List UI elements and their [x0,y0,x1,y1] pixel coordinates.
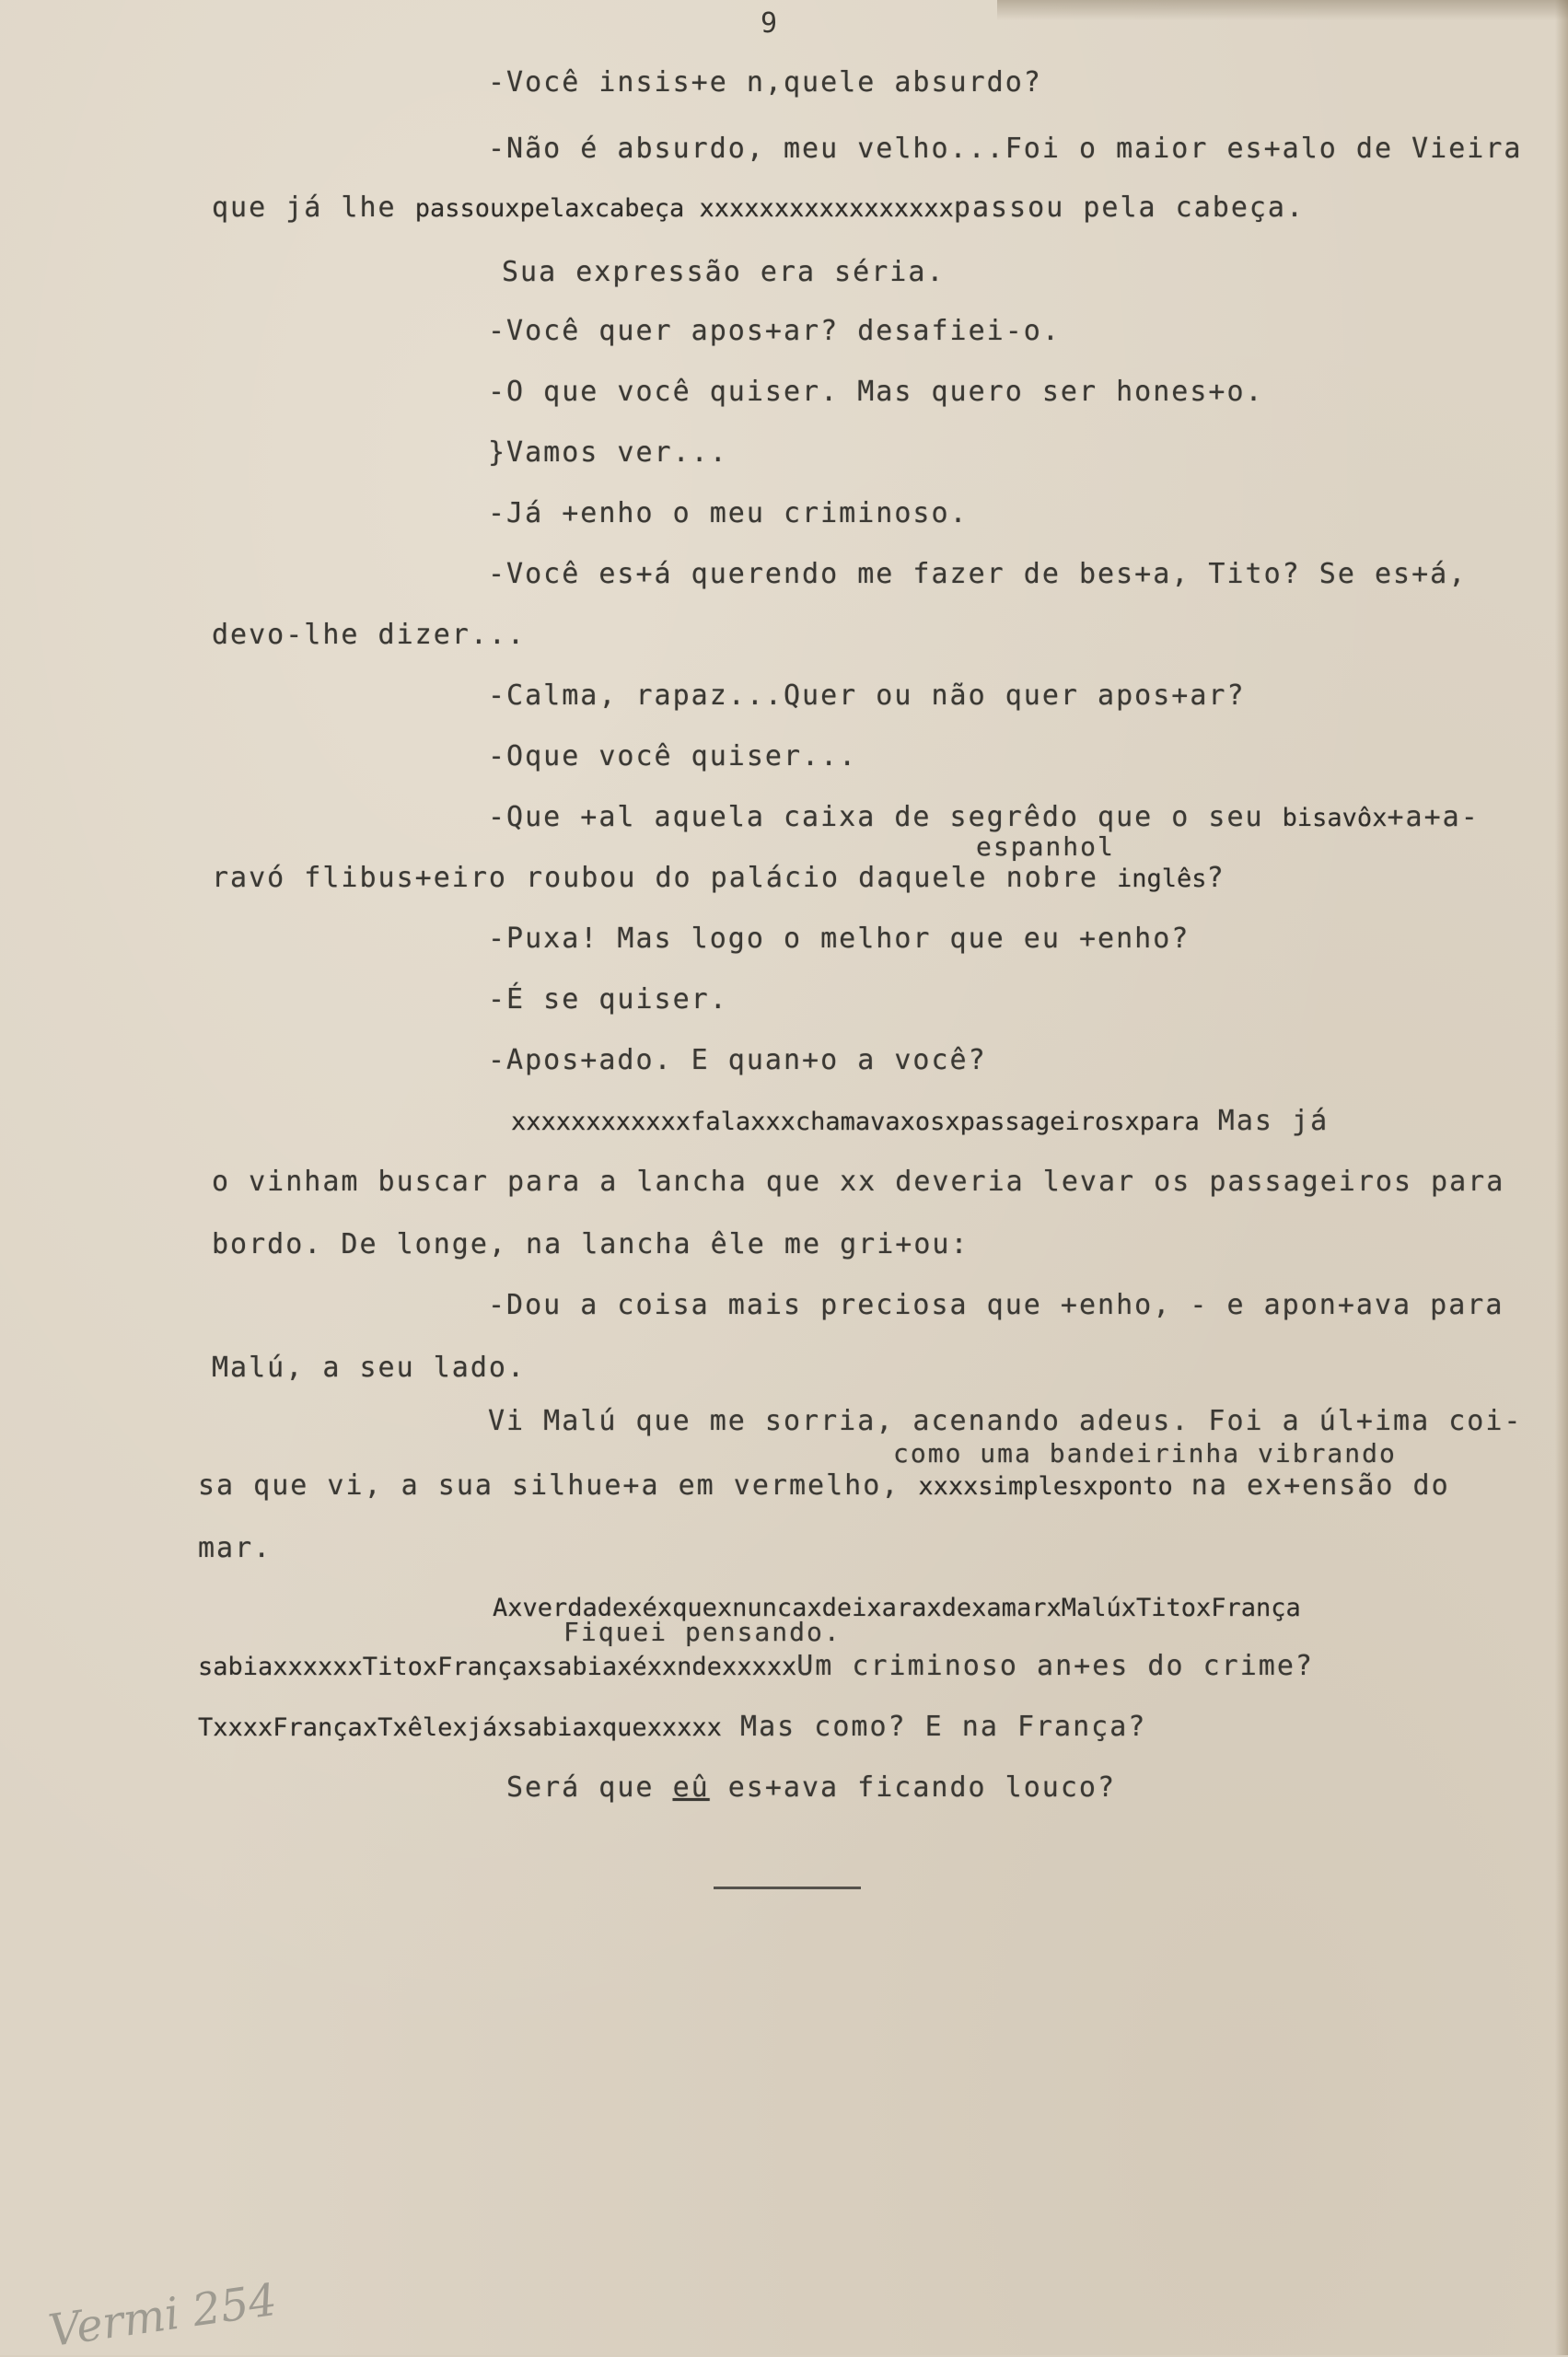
line-22: Malú, a seu lado. [212,1352,527,1384]
line-4: Sua expressão era séria. [502,256,946,288]
line-12: -Oque você quiser... [488,740,858,772]
line-24-start: sa que vi, a sua silhue+a em vermelho, [198,1469,919,1502]
line-28-end: Mas como? E na França? [721,1711,1147,1743]
line-27-end: Um criminoso an+es do crime? [796,1650,1314,1682]
line-18 [511,1105,1329,1137]
line-2: -Não é absurdo, meu velho...Foi o maior es+alo de Vieira [488,133,1523,165]
line-13-struck: bisavôx [1282,804,1388,832]
line-17: -Apos+ado. E quan+o a você? [488,1044,987,1076]
line-24-insertion: como uma bandeirinha vibrando [893,1438,1397,1469]
line-14 [212,862,1225,894]
line-26-insertion: Fiquei pensando. [563,1617,842,1647]
line-29-end: es+ava ficando louco? [709,1771,1117,1804]
line-23: Vi Malú que me sorria, acenando adeus. Foi a úl+ima coi- [488,1405,1523,1437]
line-9: -Você es+á querendo me fazer de bes+a, Tito? Se es+á, [488,558,1468,590]
line-18-struck: xxxxxxxxxxxxfalaxxxchamavaxosxpassageirosxpara [511,1108,1200,1136]
line-27 [198,1650,1314,1682]
line-16: -É se quiser. [488,983,728,1016]
line-24-end: na ex+ensão do [1172,1469,1450,1502]
line-19: o vinham buscar para a lancha que xx deveria levar os passageiros para [212,1166,1505,1198]
line-25: mar. [198,1532,273,1564]
line-18-end: Mas já [1199,1105,1330,1137]
line-10: devo-lhe dizer... [212,619,527,651]
line-11: -Calma, rapaz...Quer ou não quer apos+ar? [488,679,1246,712]
line-28-struck: TxxxxFrançaxTxêlexjáxsabiaxquexxxxx [198,1713,722,1742]
line-8: -Já +enho o meu criminoso. [488,497,969,529]
line-15: -Puxa! Mas logo o melhor que eu +enho? [488,923,1191,955]
line-7: }Vamos ver... [488,436,728,469]
line-28 [198,1711,1146,1743]
page-top-shadow [997,0,1568,20]
line-14-end: ? [1206,862,1225,894]
line-24-struck: xxxxsimplesxponto [918,1472,1173,1501]
line-1: -Você insis+e n,quele absurdo? [488,66,1042,99]
line-14-start: ravó flibus+eiro roubou do palácio daquele nobre [212,862,1118,894]
line-24 [198,1469,1450,1502]
handwritten-margin-note: Vermi 254 [45,2273,281,2357]
page-number: 9 [761,7,778,40]
line-3-struck: passouxpelaxcabeça xxxxxxxxxxxxxxxxx [414,194,954,223]
line-14-struck: inglês [1117,865,1207,893]
closing-rule [714,1887,861,1889]
line-13-end: +a+a- [1387,801,1480,833]
line-13 [488,801,1480,833]
line-27-struck: sabiaxxxxxxTitoxFrançaxsabiaxéxxndexxxxx [198,1653,797,1681]
line-29 [506,1771,1116,1804]
line-3-start: que já lhe [212,192,415,224]
line-13-insertion: espanhol [976,831,1115,862]
line-6: -O que você quiser. Mas quero ser hones+o. [488,376,1264,408]
line-29-underlined: eû [672,1771,710,1804]
line-29-start: Será que [506,1771,673,1804]
line-20: bordo. De longe, na lancha êle me gri+ou: [212,1228,970,1260]
line-26-struck: AxverdadexéxquexnuncaxdeixaraxdexamarxMalúxTitoxFrança [493,1594,1301,1622]
line-5: -Você quer apos+ar? desafiei-o. [488,315,1061,347]
line-3-end: passou pela cabeça. [953,192,1306,224]
page-edge-shadow [1555,0,1568,2355]
line-21: -Dou a coisa mais preciosa que +enho, - e apon+ava para [488,1289,1504,1321]
line-13-start: -Que +al aquela caixa de segrêdo que o seu [488,801,1283,833]
line-3 [212,192,1305,224]
